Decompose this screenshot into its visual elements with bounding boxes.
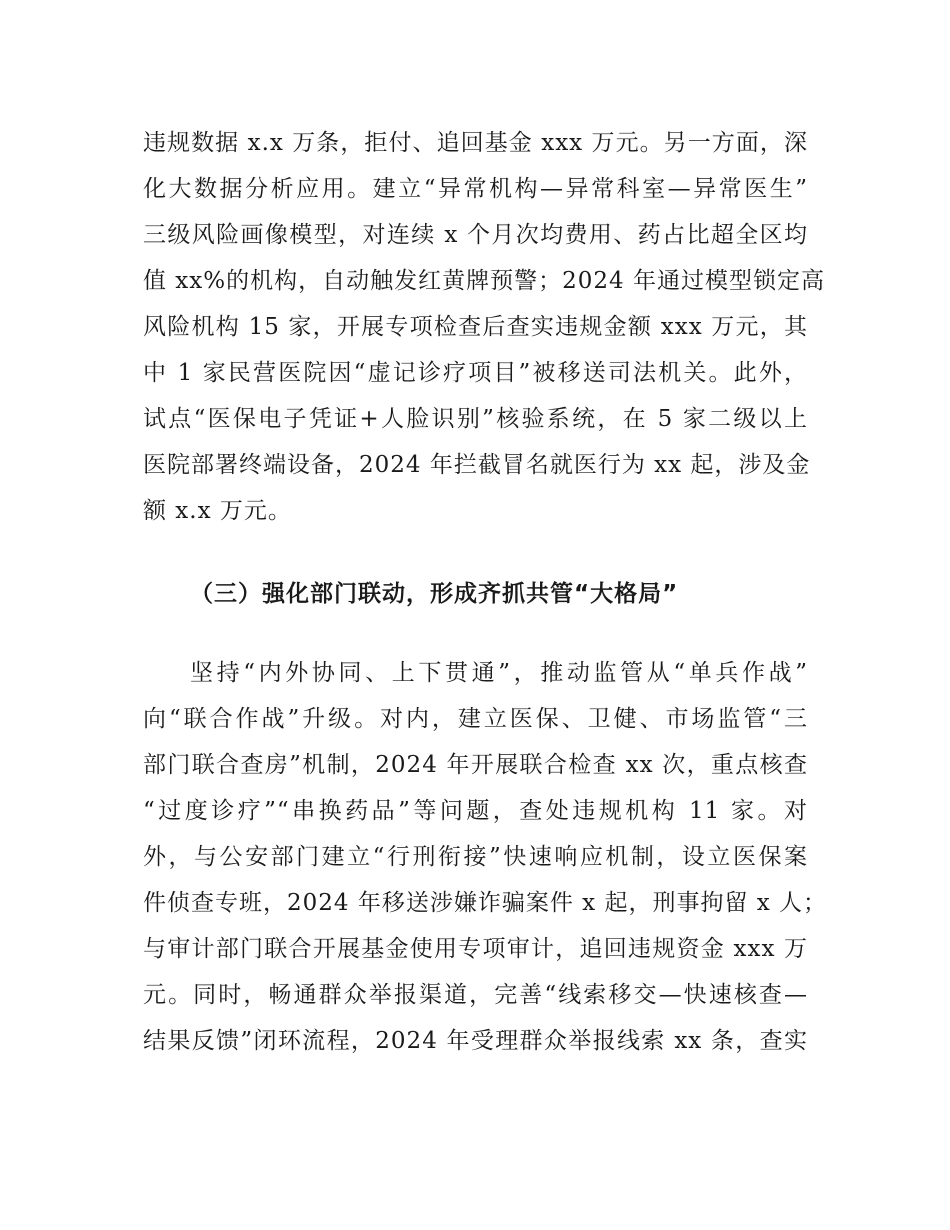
paragraph-line: 试点“医保电子凭证+人脸识别”核验系统，在 5 家二级以上: [143, 406, 808, 432]
paragraph-line: 部门联合查房”机制，2024 年开展联合检查 xx 次，重点核查: [143, 752, 808, 778]
paragraph-line: 坚持“内外协同、上下贯通”，推动监管从“单兵作战”: [190, 660, 808, 686]
paragraph-line: 值 xx%的机构，自动触发红黄牌预警；2024 年通过模型锁定高: [143, 268, 825, 294]
paragraph-line: 与审计部门联合开展基金使用专项审计，追回违规资金 xxx 万: [143, 936, 808, 962]
paragraph-line: 外，与公安部门建立“行刑衔接”快速响应机制，设立医保案: [143, 844, 808, 870]
section-heading: （三）强化部门联动，形成齐抓共管“大格局”: [190, 581, 679, 607]
paragraph-line: 元。同时，畅通群众举报渠道，完善“线索移交—快速核查—: [143, 982, 808, 1008]
paragraph-line: 结果反馈”闭环流程，2024 年受理群众举报线索 xx 条，查实: [143, 1028, 808, 1054]
paragraph-line: “过度诊疗”“串换药品”等问题，查处违规机构 11 家。对: [143, 798, 808, 824]
paragraph-line: 件侦查专班，2024 年移送涉嫌诈骗案件 x 起，刑事拘留 x 人；: [143, 890, 828, 916]
paragraph-line: 三级风险画像模型，对连续 x 个月次均费用、药占比超全区均: [143, 222, 808, 248]
paragraph-line: 额 x.x 万元。: [143, 498, 292, 524]
paragraph-line: 向“联合作战”升级。对内，建立医保、卫健、市场监管“三: [143, 706, 808, 732]
paragraph-line: 医院部署终端设备，2024 年拦截冒名就医行为 xx 起，涉及金: [143, 452, 811, 478]
paragraph-line: 中 1 家民营医院因“虚记诊疗项目”被移送司法机关。此外，: [143, 360, 808, 386]
paragraph-line: 化大数据分析应用。建立“异常机构—异常科室—异常医生”: [143, 176, 808, 202]
paragraph-line: 违规数据 x.x 万条，拒付、追回基金 xxx 万元。另一方面，深: [143, 130, 808, 156]
paragraph-line: 风险机构 15 家，开展专项检查后查实违规金额 xxx 万元，其: [143, 314, 808, 340]
